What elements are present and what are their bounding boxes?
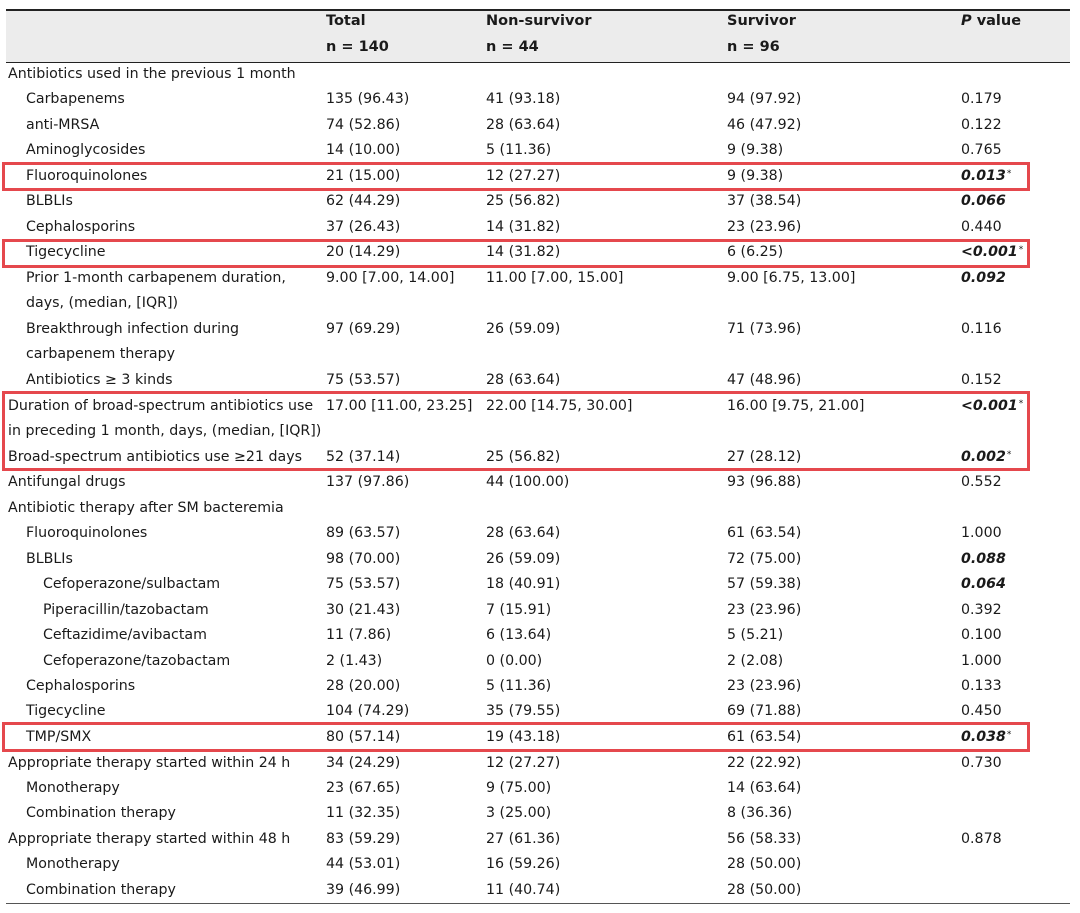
highlight-box-fluoroquinolones [2,162,1030,191]
cell-total: 80 (57.14) [326,729,401,745]
p-value-text: 0.092 [961,270,1006,286]
cell-total: 2 (1.43) [326,653,383,669]
row-label: Antibiotic therapy after SM bacteremia [8,500,284,516]
cell-non-survivor: 14 (31.82) [486,244,561,260]
row-label: Cephalosporins [26,219,136,235]
cell-total: 39 (46.99) [326,882,401,898]
row-label: anti-MRSA [26,117,100,133]
p-value-text: 0.116 [961,321,1002,337]
cell-p-value [961,701,1002,721]
cell-non-survivor: 7 (15.91) [486,602,552,618]
cell-p-value [961,140,1002,160]
cell-non-survivor: 28 (63.64) [486,372,561,388]
p-value-text: 0.878 [961,831,1002,847]
cell-p-value [961,600,1002,620]
cell-total: 62 (44.29) [326,193,401,209]
cell-survivor: 23 (23.96) [727,678,802,694]
row-label: Combination therapy [26,882,176,898]
cell-p-value [961,319,1002,339]
p-value-text: 0.013 [961,168,1006,184]
header-total-n: n = 140 [326,39,389,55]
cell-survivor: 5 (5.21) [727,627,784,643]
cell-total: 30 (21.43) [326,602,401,618]
cell-non-survivor: 27 (61.36) [486,831,561,847]
cell-p-value [961,115,1002,135]
cell-total: 135 (96.43) [326,91,410,107]
cell-p-value [961,370,1002,390]
cell-total: 75 (53.57) [326,576,401,592]
cell-non-survivor: 11 (40.74) [486,882,561,898]
p-value-text: 0.440 [961,219,1002,235]
cell-p-value [961,574,1006,594]
header-p-rest: value [971,13,1022,29]
row-label: Appropriate therapy started within 48 h [8,831,291,847]
cell-total: 34 (24.29) [326,755,401,771]
cell-survivor: 9.00 [6.75, 13.00] [727,270,856,286]
cell-survivor: 71 (73.96) [727,321,802,337]
p-value-text: 0.179 [961,91,1002,107]
cell-non-survivor: 26 (59.09) [486,551,561,567]
cell-survivor: 28 (50.00) [727,882,802,898]
row-label: Antibiotics ≥ 3 kinds [26,372,173,388]
cell-p-value [961,191,1006,211]
cell-non-survivor: 12 (27.27) [486,168,561,184]
cell-survivor: 14 (63.64) [727,780,802,796]
cell-p-value [961,829,1002,849]
cell-non-survivor: 28 (63.64) [486,117,561,133]
cell-total: 14 (10.00) [326,142,401,158]
significance-asterisk: * [1006,169,1012,179]
cell-total: 52 (37.14) [326,449,401,465]
cell-survivor: 61 (63.54) [727,525,802,541]
cell-p-value [961,89,1002,109]
cell-non-survivor: 3 (25.00) [486,805,552,821]
significance-asterisk: * [1018,399,1024,409]
p-value-text: 1.000 [961,525,1002,541]
row-label: Antifungal drugs [8,474,126,490]
cell-non-survivor: 25 (56.82) [486,193,561,209]
row-label: Cefoperazone/tazobactam [43,653,231,669]
highlight-box-tmp-smx [2,722,1030,752]
header-non-survivor-n: n = 44 [486,39,539,55]
row-label: carbapenem therapy [26,346,176,362]
cell-non-survivor: 5 (11.36) [486,142,552,158]
cell-total: 104 (74.29) [326,703,410,719]
cell-total: 28 (20.00) [326,678,401,694]
cell-survivor: 93 (96.88) [727,474,802,490]
row-label: Breakthrough infection during [26,321,240,337]
cell-survivor: 61 (63.54) [727,729,802,745]
row-label: Combination therapy [26,805,176,821]
cell-p-value [961,549,1006,569]
cell-survivor: 56 (58.33) [727,831,802,847]
row-label: BLBLIs [26,551,73,567]
p-value-text: <0.001 [961,244,1018,260]
row-label: Tigecycline [26,703,106,719]
cell-p-value [961,268,1006,288]
cell-survivor: 6 (6.25) [727,244,784,260]
cell-survivor: 23 (23.96) [727,219,802,235]
cell-total: 44 (53.01) [326,856,401,872]
cell-total: 74 (52.86) [326,117,401,133]
cell-non-survivor: 6 (13.64) [486,627,552,643]
table-bottom-rule [6,903,1070,904]
cell-total: 83 (59.29) [326,831,401,847]
cell-p-value [961,523,1002,543]
cell-non-survivor: 9 (75.00) [486,780,552,796]
p-value-text: 0.765 [961,142,1002,158]
p-value-text: 0.066 [961,193,1006,209]
cell-p-value [961,217,1002,237]
cell-survivor: 94 (97.92) [727,91,802,107]
cell-total: 98 (70.00) [326,551,401,567]
cell-total: 97 (69.29) [326,321,401,337]
row-label: Piperacillin/tazobactam [43,602,209,618]
cell-total: 11 (32.35) [326,805,401,821]
cell-total: 11 (7.86) [326,627,392,643]
cell-total: 37 (26.43) [326,219,401,235]
significance-asterisk: * [1006,730,1012,740]
row-label: Broad-spectrum antibiotics use ≥21 days [8,449,302,465]
cell-total: 17.00 [11.00, 23.25] [326,398,473,414]
row-label: Antibiotics used in the previous 1 month [8,66,296,82]
cell-survivor: 9 (9.38) [727,168,784,184]
row-label: Cephalosporins [26,678,136,694]
p-value-text: 0.038 [961,729,1006,745]
cell-non-survivor: 41 (93.18) [486,91,561,107]
row-label: days, (median, [IQR]) [26,295,179,311]
cell-total: 23 (67.65) [326,780,401,796]
cell-total: 20 (14.29) [326,244,401,260]
p-value-text: 1.000 [961,653,1002,669]
cell-non-survivor: 0 (0.00) [486,653,543,669]
row-label: Prior 1-month carbapenem duration, [26,270,286,286]
cell-p-value [961,753,1002,773]
cell-non-survivor: 25 (56.82) [486,449,561,465]
header-non-survivor: Non-survivor [486,13,592,29]
cell-survivor: 9 (9.38) [727,142,784,158]
cell-non-survivor: 16 (59.26) [486,856,561,872]
cell-non-survivor: 35 (79.55) [486,703,561,719]
cell-total: 89 (63.57) [326,525,401,541]
cell-survivor: 2 (2.08) [727,653,784,669]
cell-non-survivor: 28 (63.64) [486,525,561,541]
cell-total: 21 (15.00) [326,168,401,184]
p-value-text: 0.133 [961,678,1002,694]
row-label: Aminoglycosides [26,142,146,158]
cell-survivor: 46 (47.92) [727,117,802,133]
cell-survivor: 69 (71.88) [727,703,802,719]
cell-p-value [961,676,1002,696]
cell-p-value [961,625,1002,645]
cell-non-survivor: 26 (59.09) [486,321,561,337]
cell-non-survivor: 11.00 [7.00, 15.00] [486,270,624,286]
cell-survivor: 37 (38.54) [727,193,802,209]
p-value-text: 0.064 [961,576,1006,592]
p-value-text: 0.122 [961,117,1002,133]
header-p-value [961,11,1021,31]
p-value-text: <0.001 [961,398,1018,414]
cell-non-survivor: 5 (11.36) [486,678,552,694]
header-survivor: Survivor [727,13,796,29]
p-value-text: 0.088 [961,551,1006,567]
cell-p-value [961,472,1002,492]
cell-total: 9.00 [7.00, 14.00] [326,270,455,286]
row-label: Monotherapy [26,780,120,796]
row-label: Ceftazidime/avibactam [43,627,207,643]
highlight-box-broad-spectrum [2,391,1030,471]
row-label: in preceding 1 month, days, (median, [IQR]) [8,423,322,439]
row-label: Fluoroquinolones [26,168,148,184]
cell-survivor: 27 (28.12) [727,449,802,465]
cell-non-survivor: 18 (40.91) [486,576,561,592]
header-total: Total [326,13,366,29]
p-value-text: 0.392 [961,602,1002,618]
cell-non-survivor: 12 (27.27) [486,755,561,771]
header-survivor-n: n = 96 [727,39,780,55]
row-label: Appropriate therapy started within 24 h [8,755,291,771]
header-p-italic: P [961,13,972,29]
cell-survivor: 47 (48.96) [727,372,802,388]
cell-survivor: 22 (22.92) [727,755,802,771]
cell-total: 75 (53.57) [326,372,401,388]
cell-survivor: 23 (23.96) [727,602,802,618]
row-label: Monotherapy [26,856,120,872]
p-value-text: 0.100 [961,627,1002,643]
cell-total: 137 (97.86) [326,474,410,490]
p-value-text: 0.450 [961,703,1002,719]
significance-asterisk: * [1006,450,1012,460]
row-label: TMP/SMX [26,729,92,745]
cell-non-survivor: 22.00 [14.75, 30.00] [486,398,633,414]
row-label: Tigecycline [26,244,106,260]
p-value-text: 0.730 [961,755,1002,771]
cell-survivor: 8 (36.36) [727,805,793,821]
p-value-text: 0.152 [961,372,1002,388]
significance-asterisk: * [1018,245,1024,255]
p-value-text: 0.552 [961,474,1002,490]
cell-survivor: 16.00 [9.75, 21.00] [727,398,865,414]
cell-non-survivor: 14 (31.82) [486,219,561,235]
highlight-box-tigecycline [2,239,1030,268]
cell-survivor: 72 (75.00) [727,551,802,567]
cell-survivor: 28 (50.00) [727,856,802,872]
row-label: Duration of broad-spectrum antibiotics use [8,398,314,414]
cell-non-survivor: 44 (100.00) [486,474,570,490]
cell-survivor: 57 (59.38) [727,576,802,592]
row-label: Cefoperazone/sulbactam [43,576,221,592]
table-header-rule [6,62,1070,63]
row-label: Fluoroquinolones [26,525,148,541]
row-label: BLBLIs [26,193,73,209]
cell-non-survivor: 19 (43.18) [486,729,561,745]
p-value-text: 0.002 [961,449,1006,465]
cell-p-value [961,651,1002,671]
row-label: Carbapenems [26,91,125,107]
